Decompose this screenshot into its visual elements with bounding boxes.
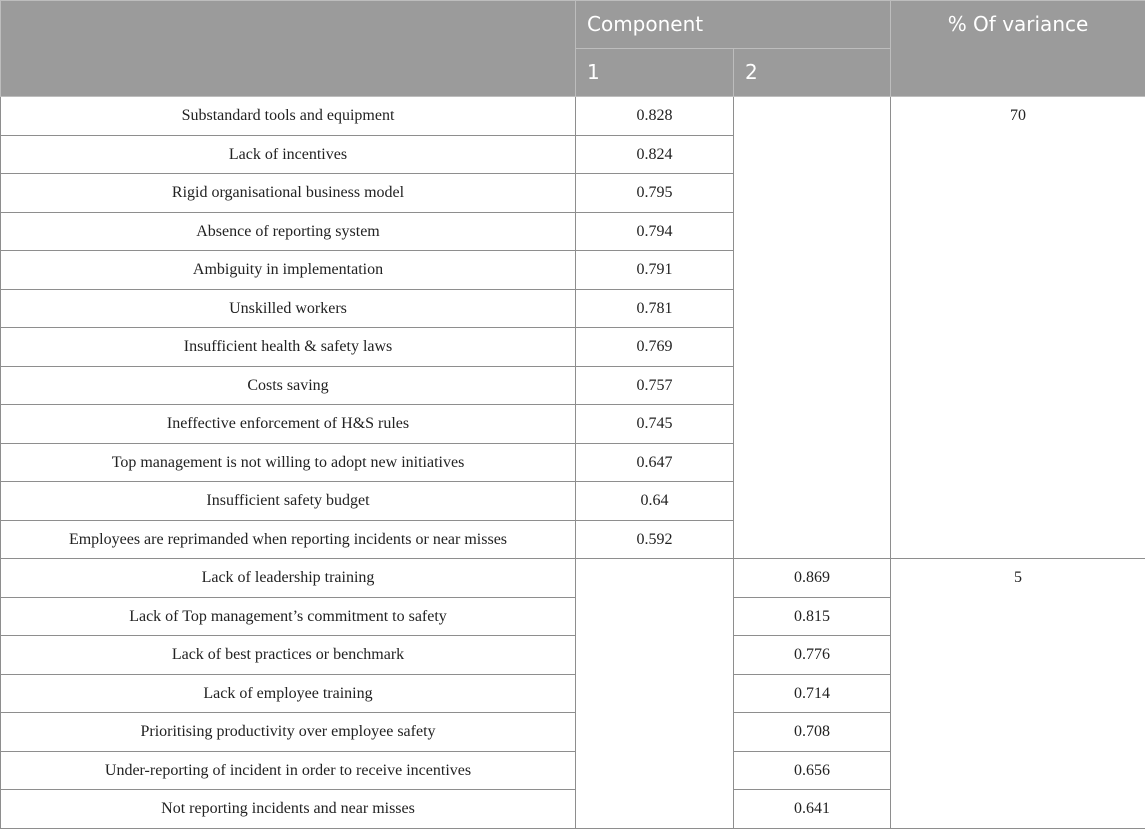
- component-2-header: 2: [734, 49, 891, 97]
- factor-label: Lack of Top management’s commitment to safety: [1, 597, 576, 636]
- variance-value: 70: [891, 97, 1145, 559]
- component-1-value: 0.781: [576, 289, 734, 328]
- component-1-value: 0.745: [576, 405, 734, 444]
- factor-label: Lack of best practices or benchmark: [1, 636, 576, 675]
- factor-label: Lack of incentives: [1, 135, 576, 174]
- factor-label: Top management is not willing to adopt new initiatives: [1, 443, 576, 482]
- factor-label: Ambiguity in implementation: [1, 251, 576, 290]
- variance-value: 5: [891, 559, 1145, 829]
- component-2-value: 0.708: [734, 713, 891, 752]
- factor-label: Employees are reprimanded when reporting incidents or near misses: [1, 520, 576, 559]
- component-1-value: 0.791: [576, 251, 734, 290]
- factor-label: Ineffective enforcement of H&S rules: [1, 405, 576, 444]
- component-1-value: 0.647: [576, 443, 734, 482]
- component-1-value: 0.757: [576, 366, 734, 405]
- header-blank-cell: [1, 1, 576, 97]
- factor-label: Insufficient health & safety laws: [1, 328, 576, 367]
- component-1-header: 1: [576, 49, 734, 97]
- component-1-empty: [576, 559, 734, 829]
- component-1-value: 0.592: [576, 520, 734, 559]
- component-2-value: 0.776: [734, 636, 891, 675]
- factor-label: Substandard tools and equipment: [1, 97, 576, 136]
- table-row: [1, 559, 1145, 598]
- factor-label: Insufficient safety budget: [1, 482, 576, 521]
- component-2-empty: [734, 97, 891, 559]
- component-2-value: 0.714: [734, 674, 891, 713]
- component-2-value: 0.656: [734, 751, 891, 790]
- factor-label: Absence of reporting system: [1, 212, 576, 251]
- factor-label: Rigid organisational business model: [1, 174, 576, 213]
- component-1-value: 0.769: [576, 328, 734, 367]
- component-2-value: 0.869: [734, 559, 891, 598]
- factor-label: Lack of leadership training: [1, 559, 576, 598]
- table-row: [1, 97, 1145, 136]
- component-1-value: 0.824: [576, 135, 734, 174]
- factor-label: Not reporting incidents and near misses: [1, 790, 576, 829]
- component-1-value: 0.828: [576, 97, 734, 136]
- variance-header: % Of variance: [891, 1, 1145, 97]
- table-header: [1, 1, 1145, 97]
- component-1-value: 0.795: [576, 174, 734, 213]
- component-header: Component: [576, 1, 891, 49]
- factor-label: Costs saving: [1, 366, 576, 405]
- factor-label: Prioritising productivity over employee safety: [1, 713, 576, 752]
- component-1-value: 0.794: [576, 212, 734, 251]
- factor-label: Under-reporting of incident in order to receive incentives: [1, 751, 576, 790]
- component-2-value: 0.815: [734, 597, 891, 636]
- factor-label: Lack of employee training: [1, 674, 576, 713]
- component-1-value: 0.64: [576, 482, 734, 521]
- component-2-value: 0.641: [734, 790, 891, 829]
- factor-label: Unskilled workers: [1, 289, 576, 328]
